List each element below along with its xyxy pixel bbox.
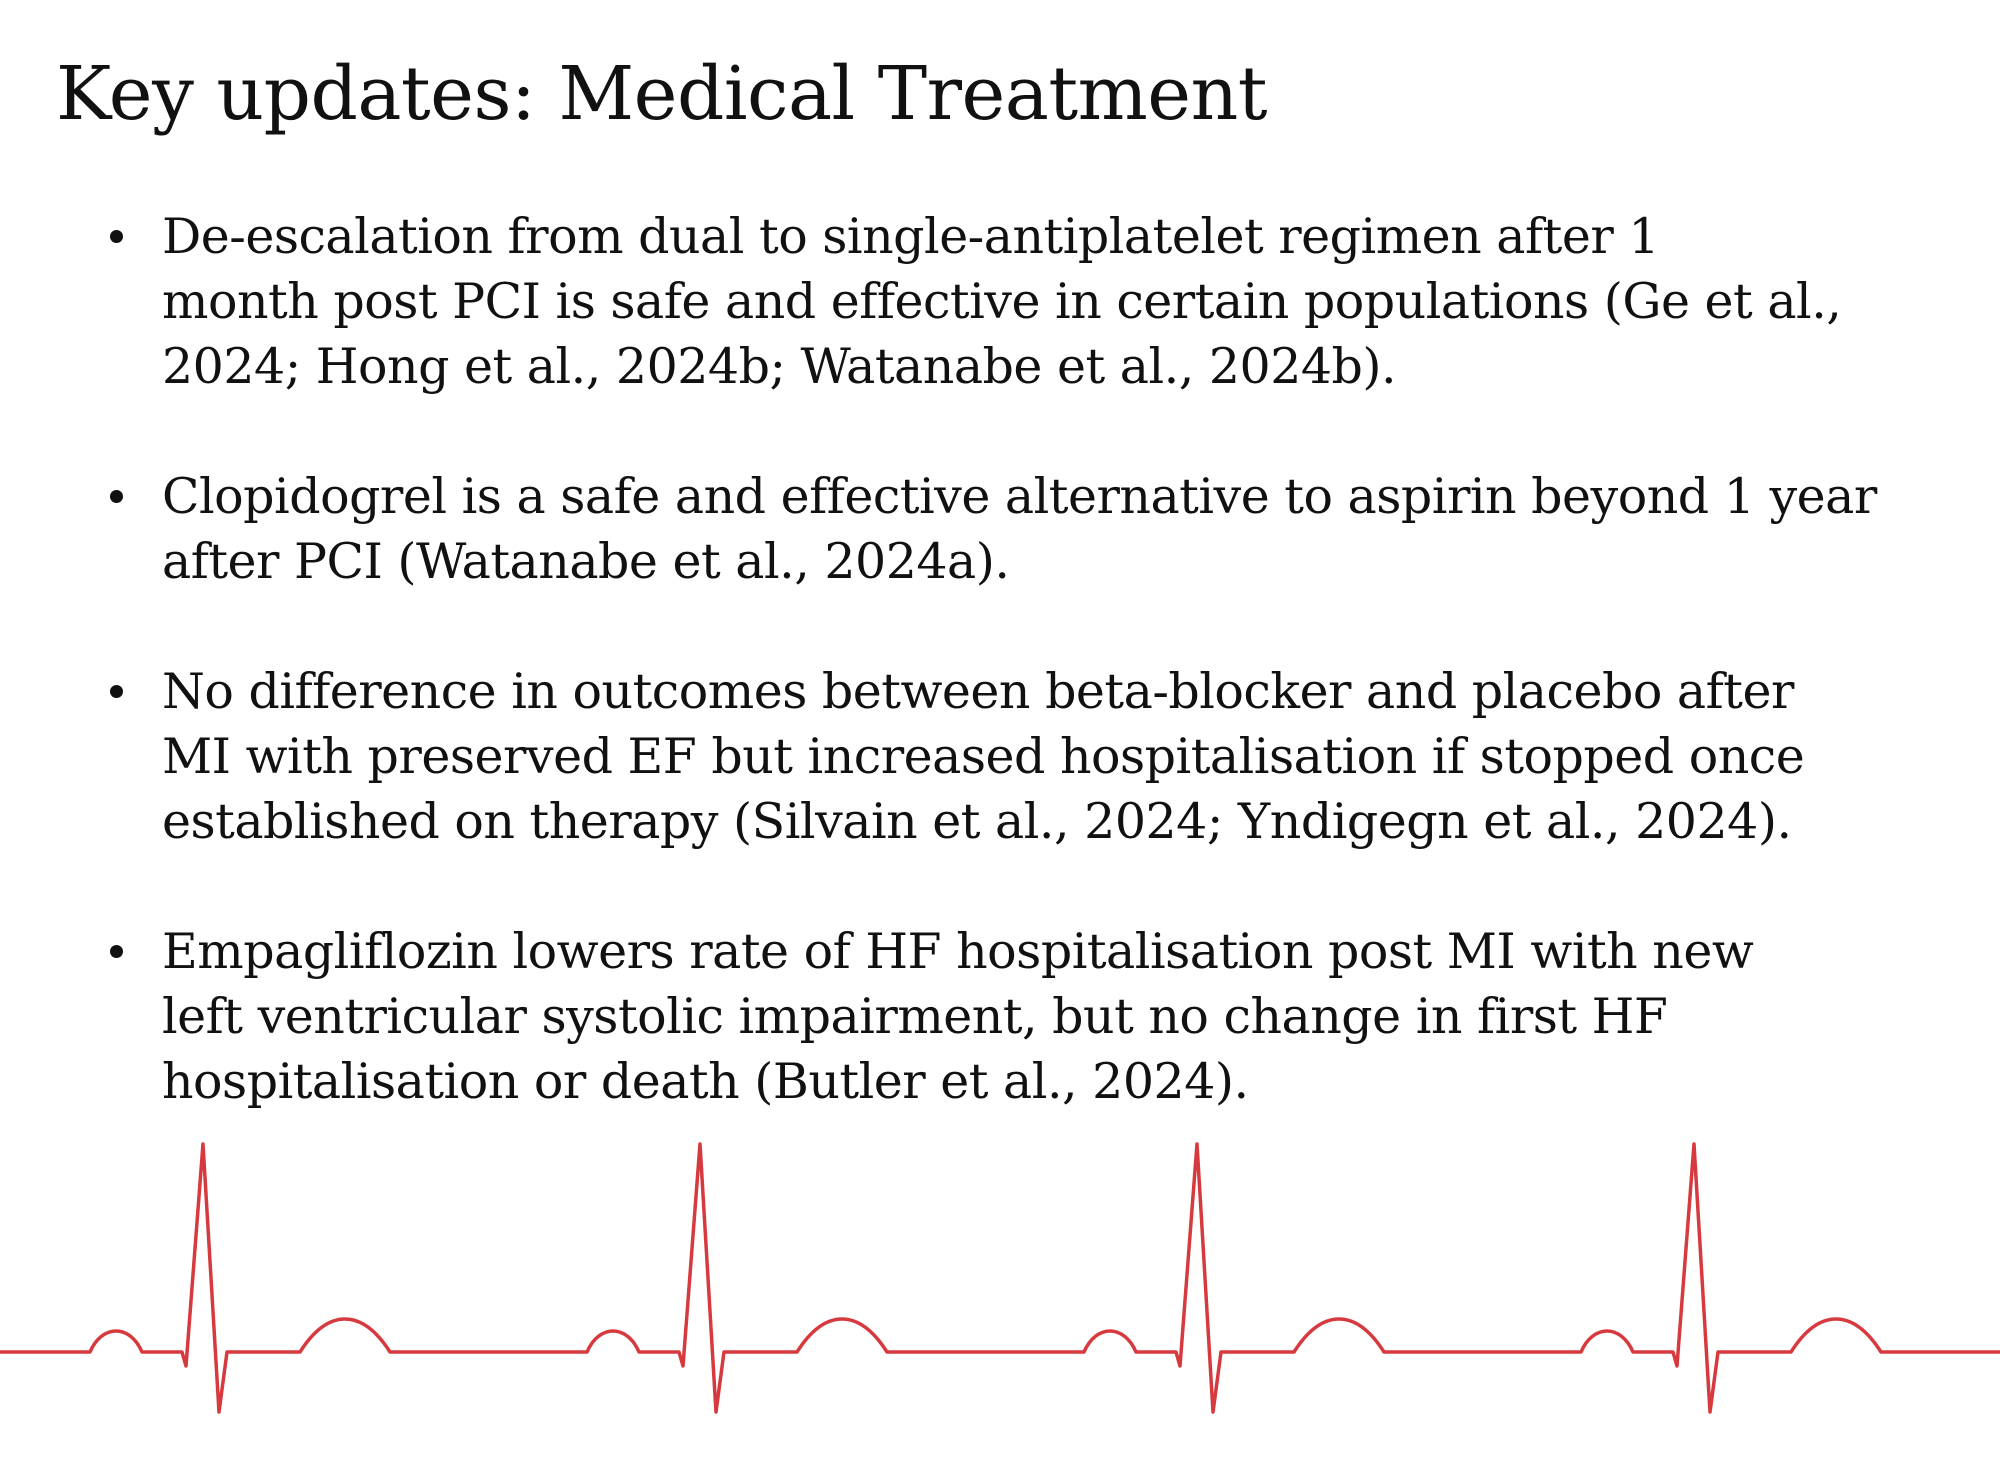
bullet-dot-icon: [110, 685, 123, 698]
bullet-text-line: MI with preserved EF but increased hospitalisation if stopped once: [162, 728, 1805, 785]
bullet-text-line: De-escalation from dual to single-antiplatelet regimen after 1: [162, 208, 1660, 265]
bullet-clopidogrel: [100, 464, 1980, 594]
bullet-text-line: month post PCI is safe and effective in certain populations (Ge et al.,: [162, 273, 1842, 330]
bullet-empagliflozin: [100, 919, 1980, 1114]
bullet-text-line: established on therapy (Silvain et al., 2024; Yndigegn et al., 2024).: [162, 793, 1792, 850]
bullet-list: [100, 204, 1980, 1179]
bullet-text-line: hospitalisation or death (Butler et al., 2024).: [162, 1053, 1249, 1110]
bullet-text-line: left ventricular systolic impairment, but no change in first HF: [162, 988, 1668, 1045]
bullet-dot-icon: [110, 230, 123, 243]
ecg-trace: [0, 1144, 2000, 1412]
bullet-dot-icon: [110, 490, 123, 503]
bullet-text-line: Empagliflozin lowers rate of HF hospitalisation post MI with new: [162, 923, 1754, 980]
ecg-heartbeat-line-icon: [0, 1130, 2000, 1430]
bullet-antiplatelet-deescalation: [100, 204, 1980, 399]
bullet-beta-blocker: [100, 659, 1980, 854]
bullet-text-line: Clopidogrel is a safe and effective alternative to aspirin beyond 1 year: [162, 468, 1877, 525]
bullet-text-line: 2024; Hong et al., 2024b; Watanabe et al., 2024b).: [162, 338, 1397, 395]
slide-title: Key updates: Medical Treatment: [56, 51, 1267, 137]
bullet-text-line: after PCI (Watanabe et al., 2024a).: [162, 533, 1010, 590]
bullet-text-line: No difference in outcomes between beta-blocker and placebo after: [162, 663, 1794, 720]
bullet-dot-icon: [110, 945, 123, 958]
